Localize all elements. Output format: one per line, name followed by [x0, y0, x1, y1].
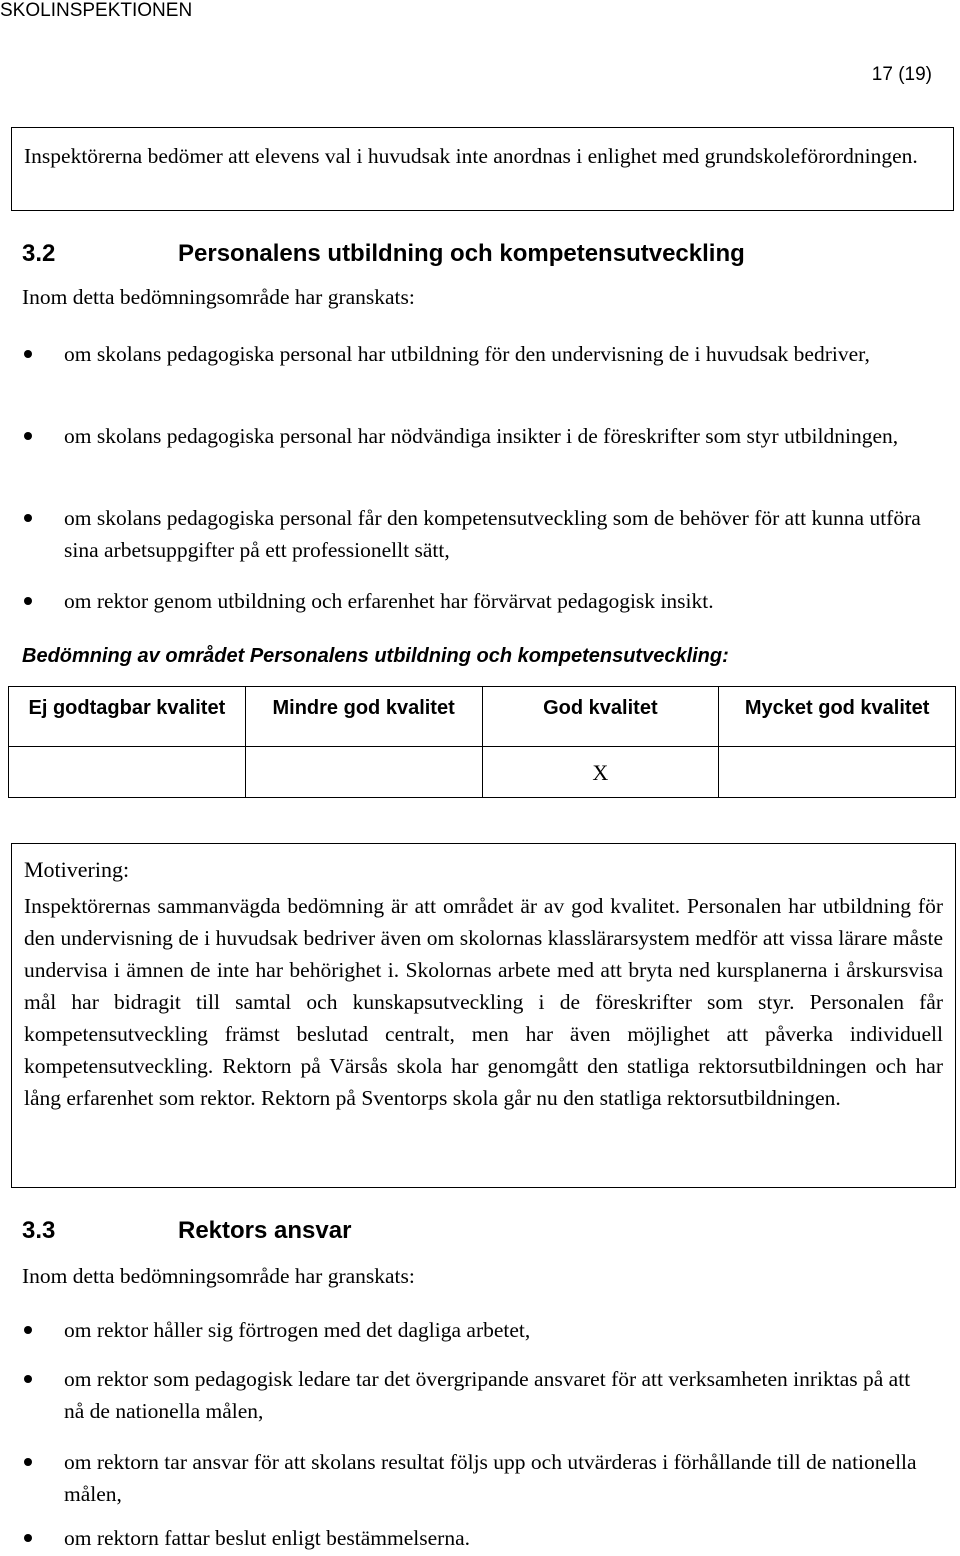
section-lead: Inom detta bedömningsområde har granskats:: [22, 285, 415, 309]
grade-header-cell: Mindre god kvalitet: [245, 687, 482, 747]
bullet-icon: [24, 432, 32, 440]
page-number: 17 (19): [871, 64, 932, 85]
bullet-icon: [24, 1375, 32, 1383]
bullet-icon: [24, 350, 32, 358]
motivation-label: Motivering:: [24, 857, 130, 882]
list-item: om skolans pedagogiska personal har utbildning för den undervisning de i huvudsak bedriver,: [64, 338, 934, 370]
assessment-title: Bedömning av området Personalens utbildning och kompetensutveckling:: [22, 645, 729, 667]
list-item: om rektor genom utbildning och erfarenhet har förvärvat pedagogisk insikt.: [64, 585, 934, 617]
motivation-text: Inspektörernas sammanvägda bedömning är att området är av god kvalitet. Personalen har utbildning för den undervisning de i huvudsak bedriver även om skolornas klasslärarsystem medför att vissa lärare måste undervisa i ämnen de inte har behörighet i. Skolornas arbete med att bryta ned kursplanerna i årskursvisa mål har bidragit till samtal och kunskapsutveckling i de föreskrifter som styr. Personalen får kompetensutveckling främst beslutad centralt, men har även möjlighet att påverka individuell kompetensutveckling. Rektorn på Värsås skola har genomgått den statliga rektorsutbildningen och har lång erfarenhet som rektor. Rektorn på Sventorps skola går nu den statliga rektorsutbildningen.: [24, 894, 943, 1110]
list-item: om skolans pedagogiska personal får den kompetensutveckling som de behöver för att kunna utföra sina arbetsuppgifter på ett professionellt sätt,: [64, 502, 934, 566]
grade-mark-cell: [245, 747, 482, 798]
section-title: Personalens utbildning och kompetensutveckling: [178, 240, 745, 267]
bullet-icon: [24, 597, 32, 605]
motivation-box: [11, 843, 956, 1188]
grade-table: [8, 686, 956, 798]
bullet-icon: [24, 1534, 32, 1542]
list-item: om skolans pedagogiska personal har nödvändiga insikter i de föreskrifter som styr utbildningen,: [64, 420, 934, 452]
section-number: 3.2: [22, 240, 56, 267]
grade-mark-cell: X: [482, 747, 719, 798]
grade-header-cell: Mycket god kvalitet: [719, 687, 956, 747]
header-organization: SKOLINSPEKTIONEN: [0, 0, 193, 21]
list-item: om rektorn fattar beslut enligt bestämmelserna.: [64, 1522, 934, 1554]
list-item: om rektorn tar ansvar för att skolans resultat följs upp och utvärderas i förhållande till de nationella målen,: [64, 1446, 934, 1510]
grade-mark-cell: [719, 747, 956, 798]
section-title: Rektors ansvar: [178, 1217, 352, 1244]
intro-box: [11, 127, 954, 211]
bullet-icon: [24, 1458, 32, 1466]
bullet-icon: [24, 1326, 32, 1334]
grade-mark-cell: [9, 747, 246, 798]
section-lead: Inom detta bedömningsområde har granskats:: [22, 1264, 415, 1288]
section-number: 3.3: [22, 1217, 56, 1244]
bullet-icon: [24, 514, 32, 522]
list-item: om rektor som pedagogisk ledare tar det övergripande ansvaret för att verksamheten inriktas på att nå de nationella målen,: [64, 1363, 934, 1427]
grade-header-cell: God kvalitet: [482, 687, 719, 747]
list-item: om rektor håller sig förtrogen med det dagliga arbetet,: [64, 1314, 934, 1346]
grade-header-cell: Ej godtagbar kvalitet: [9, 687, 246, 747]
intro-text: Inspektörerna bedömer att elevens val i huvudsak inte anordnas i enlighet med grundskoleförordningen.: [24, 144, 918, 168]
